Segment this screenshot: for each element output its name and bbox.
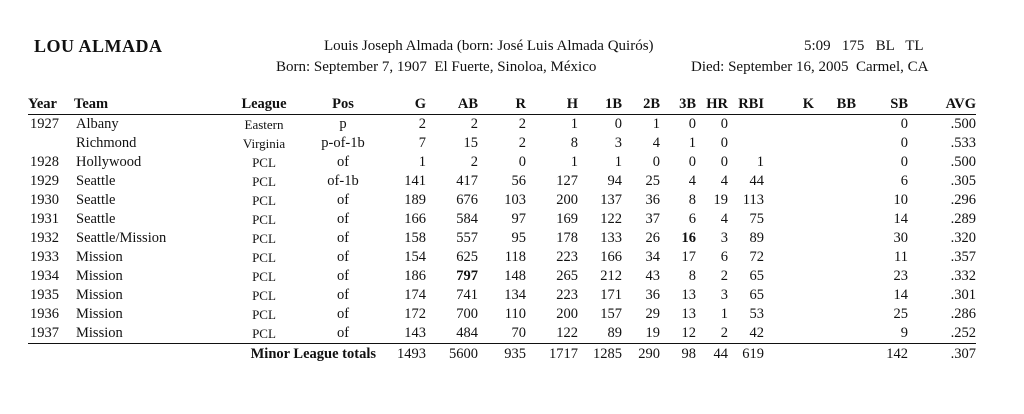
cell-k [764, 229, 814, 248]
cell-h: 1717 [549, 346, 578, 362]
cell-league: PCL [252, 307, 276, 322]
cell-k [764, 153, 814, 172]
cell-g: 143 [382, 324, 426, 344]
cell-2b: 26 [645, 230, 660, 246]
totals-row [28, 344, 976, 365]
cell-sb: 25 [893, 306, 908, 322]
cell-rbi: 113 [742, 192, 764, 208]
cell-sb: 30 [893, 230, 908, 246]
cell-bb [814, 172, 856, 191]
col-team: Team [74, 95, 224, 115]
cell-g: 172 [404, 306, 426, 322]
table-row [28, 324, 976, 344]
cell-team: Mission [76, 287, 123, 303]
cell-1b: 1285 [593, 346, 622, 362]
cell-ab: 584 [456, 211, 478, 227]
cell-ab: 741 [456, 287, 478, 303]
cell-bb [814, 115, 856, 135]
cell-3b: 0 [688, 154, 696, 170]
cell-g: 141 [404, 173, 426, 189]
cell-pos: of [336, 287, 350, 303]
cell-g: 189 [404, 192, 426, 208]
cell-h: 265 [556, 268, 578, 284]
cell-avg: .289 [950, 211, 976, 227]
cell-h: 8 [570, 135, 578, 151]
cell-2b: 1 [652, 116, 660, 132]
cell-bb [814, 305, 856, 324]
cell-rbi: 65 [749, 268, 764, 284]
cell-year [28, 134, 74, 153]
col-h: H [526, 95, 578, 115]
cell-avg: .305 [950, 173, 976, 189]
cell-g: 7 [418, 135, 426, 151]
cell-team: Seattle/Mission [76, 230, 167, 246]
cell-year: 1929 [30, 173, 59, 189]
cell-sb: 23 [893, 268, 908, 284]
cell-3b: 0 [688, 116, 696, 132]
cell-avg: .320 [950, 230, 976, 246]
cell-1b: 137 [600, 192, 622, 208]
cell-rbi: 75 [749, 211, 764, 227]
cell-1b: 3 [614, 135, 622, 151]
cell-year: 1937 [28, 324, 74, 344]
cell-league: Eastern [244, 117, 284, 132]
cell-r: 2 [518, 116, 526, 132]
table-row [28, 134, 976, 153]
cell-ab: 484 [426, 324, 478, 344]
cell-rbi [728, 134, 764, 153]
cell-1b: 171 [600, 287, 622, 303]
cell-1b: 94 [607, 173, 622, 189]
cell-3b: 12 [660, 324, 696, 344]
cell-g: 1493 [397, 346, 426, 362]
cell-pos: p-of-1b [321, 135, 365, 151]
cell-team: Mission [74, 324, 224, 344]
col-rbi: RBI [728, 95, 764, 115]
cell-ab: 15 [463, 135, 478, 151]
table-row [28, 191, 976, 210]
col-k: K [764, 95, 814, 115]
cell-pos: of [336, 230, 350, 246]
cell-pos: of [336, 211, 350, 227]
table-row [28, 305, 976, 324]
cell-league: Virginia [242, 136, 286, 151]
cell-r: 103 [504, 192, 526, 208]
cell-h: 1 [570, 154, 578, 170]
cell-h: 200 [556, 192, 578, 208]
cell-2b: 36 [645, 192, 660, 208]
cell-year: 1936 [30, 306, 59, 322]
cell-sb: 14 [893, 211, 908, 227]
cell-league: PCL [252, 155, 276, 170]
cell-h: 127 [556, 173, 578, 189]
cell-2b: 29 [645, 306, 660, 322]
cell-team: Mission [76, 306, 123, 322]
cell-avg: .332 [950, 268, 976, 284]
cell-avg: .357 [950, 249, 976, 265]
col-pos: Pos [304, 95, 382, 115]
cell-league: PCL [252, 250, 276, 265]
cell-rbi: 619 [742, 346, 764, 362]
cell-r: 2 [518, 135, 526, 151]
cell-2b: 36 [645, 287, 660, 303]
cell-1b: 89 [578, 324, 622, 344]
header-row [28, 95, 976, 115]
cell-sb: 6 [900, 173, 908, 189]
cell-year: 1931 [30, 211, 59, 227]
cell-r: 70 [478, 324, 526, 344]
cell-hr: 4 [720, 173, 728, 189]
cell-avg: .301 [950, 287, 976, 303]
cell-ab: 2 [470, 116, 478, 132]
cell-sb: 0 [900, 154, 908, 170]
cell-1b: 122 [600, 211, 622, 227]
cell-g: 158 [404, 230, 426, 246]
cell-3b: 16 [681, 230, 696, 246]
cell-pos: of-1b [327, 173, 359, 189]
cell-team: Seattle [76, 192, 116, 208]
cell-rbi: 42 [728, 324, 764, 344]
cell-2b: 34 [645, 249, 660, 265]
cell-year: 1927 [30, 116, 59, 132]
table-row [28, 172, 976, 191]
cell-ab: 797 [456, 268, 478, 284]
col-avg: AVG [908, 95, 976, 115]
cell-avg: .500 [950, 154, 976, 170]
cell-year: 1930 [30, 192, 59, 208]
cell-h: 223 [556, 287, 578, 303]
col-sb: SB [856, 95, 908, 115]
cell-h: 169 [556, 211, 578, 227]
cell-sb: 142 [886, 346, 908, 362]
cell-bb [814, 267, 856, 286]
player-name: LOU ALMADA [34, 36, 163, 56]
cell-team: Mission [76, 249, 123, 265]
cell-k [764, 248, 814, 267]
cell-k [764, 191, 814, 210]
cell-hr: 3 [720, 230, 728, 246]
cell-team: Seattle [76, 211, 116, 227]
cell-g: 154 [404, 249, 426, 265]
cell-3b: 13 [681, 306, 696, 322]
cell-k [764, 210, 814, 229]
cell-year: 1933 [30, 249, 59, 265]
cell-avg: .296 [950, 192, 976, 208]
cell-pos: of [336, 192, 350, 208]
table-row [28, 153, 976, 172]
cell-team: Hollywood [76, 154, 142, 170]
cell-team: Seattle [76, 173, 116, 189]
cell-k [764, 134, 814, 153]
cell-avg: .500 [950, 116, 976, 132]
cell-pos: p [339, 116, 347, 132]
cell-league: PCL [252, 231, 276, 246]
cell-league: PCL [252, 193, 276, 208]
stats-table [28, 95, 976, 364]
cell-hr: 19 [713, 192, 728, 208]
cell-league: PCL [252, 288, 276, 303]
cell-ab: 676 [456, 192, 478, 208]
cell-r: 95 [511, 230, 526, 246]
cell-k [764, 344, 814, 365]
cell-pos: of [336, 154, 350, 170]
table-row [28, 229, 976, 248]
cell-h: 122 [526, 324, 578, 344]
cell-hr: 0 [720, 154, 728, 170]
cell-2b: 4 [652, 135, 660, 151]
cell-bb [814, 344, 856, 365]
cell-3b: 13 [681, 287, 696, 303]
cell-2b: 25 [645, 173, 660, 189]
col-1b: 1B [578, 95, 622, 115]
col-3b: 3B [660, 95, 696, 115]
cell-hr: 0 [720, 135, 728, 151]
cell-hr: 0 [720, 116, 728, 132]
cell-k [764, 115, 814, 135]
table-row [28, 267, 976, 286]
cell-ab: 557 [456, 230, 478, 246]
cell-avg: .533 [950, 135, 976, 151]
cell-team: Mission [76, 268, 123, 284]
cell-k [764, 267, 814, 286]
cell-3b: 6 [688, 211, 696, 227]
col-bb: BB [814, 95, 856, 115]
cell-1b: 212 [600, 268, 622, 284]
cell-r: 148 [504, 268, 526, 284]
player-physical: 5:09 175 BL TL [804, 38, 924, 54]
cell-sb: 9 [856, 324, 908, 344]
cell-bb [814, 191, 856, 210]
cell-hr: 6 [720, 249, 728, 265]
cell-ab: 417 [456, 173, 478, 189]
cell-g: 186 [404, 268, 426, 284]
cell-1b: 1 [614, 154, 622, 170]
cell-h: 200 [556, 306, 578, 322]
cell-2b: 0 [652, 154, 660, 170]
cell-3b: 98 [681, 346, 696, 362]
cell-bb [814, 248, 856, 267]
cell-sb: 14 [893, 287, 908, 303]
cell-pos: of [336, 306, 350, 322]
cell-r: 97 [511, 211, 526, 227]
cell-sb: 10 [893, 192, 908, 208]
col-g: G [382, 95, 426, 115]
cell-ab: 700 [456, 306, 478, 322]
cell-3b: 8 [688, 192, 696, 208]
cell-avg: .286 [950, 306, 976, 322]
cell-r: 56 [511, 173, 526, 189]
player-full-name: Louis Joseph Almada (born: José Luis Almada Quirós) [324, 38, 654, 54]
cell-pos: of [304, 324, 382, 344]
player-born: Born: September 7, 1907 El Fuerte, Sinoloa, México [276, 59, 597, 75]
cell-year: 1928 [30, 154, 59, 170]
cell-year: 1932 [30, 230, 59, 246]
cell-hr: 4 [720, 211, 728, 227]
cell-sb: 0 [900, 135, 908, 151]
cell-3b: 8 [688, 268, 696, 284]
cell-hr: 2 [696, 324, 728, 344]
cell-year: 1934 [30, 268, 59, 284]
col-2b: 2B [622, 95, 660, 115]
cell-h: 223 [556, 249, 578, 265]
cell-2b: 19 [622, 324, 660, 344]
col-hr: HR [696, 95, 728, 115]
cell-pos: of [336, 249, 350, 265]
cell-rbi: 65 [749, 287, 764, 303]
cell-2b: 37 [645, 211, 660, 227]
cell-rbi: 53 [749, 306, 764, 322]
cell-team: Richmond [76, 135, 137, 151]
cell-r: 0 [518, 154, 526, 170]
cell-avg: .307 [950, 346, 976, 362]
cell-g: 166 [404, 211, 426, 227]
table-row [28, 248, 976, 267]
cell-hr: 44 [713, 346, 728, 362]
cell-ab: 625 [456, 249, 478, 265]
cell-h: 1 [570, 116, 578, 132]
cell-k [764, 324, 814, 344]
col-r: R [478, 95, 526, 115]
col-league: League [224, 95, 304, 115]
cell-rbi [728, 115, 764, 135]
cell-g: 2 [418, 116, 426, 132]
cell-team: Albany [76, 116, 119, 132]
cell-sb: 11 [894, 249, 908, 265]
col-ab: AB [426, 95, 478, 115]
cell-ab: 2 [470, 154, 478, 170]
cell-g: 1 [418, 154, 426, 170]
cell-r: 134 [504, 287, 526, 303]
table-row [28, 286, 976, 305]
cell-bb [814, 134, 856, 153]
cell-3b: 1 [688, 135, 696, 151]
totals-label: Minor League totals [250, 346, 376, 362]
cell-1b: 133 [600, 230, 622, 246]
player-died: Died: September 16, 2005 Carmel, CA [691, 59, 929, 75]
cell-league: PCL [252, 174, 276, 189]
cell-league: PCL [252, 269, 276, 284]
table-row [28, 210, 976, 229]
cell-r: 118 [504, 249, 526, 265]
cell-avg: .252 [908, 324, 976, 344]
cell-1b: 157 [600, 306, 622, 322]
cell-bb [814, 153, 856, 172]
cell-hr: 1 [720, 306, 728, 322]
cell-rbi: 72 [749, 249, 764, 265]
table-row [28, 115, 976, 135]
cell-bb [814, 286, 856, 305]
cell-league: PCL [252, 212, 276, 227]
cell-rbi: 89 [749, 230, 764, 246]
cell-pos: of [336, 268, 350, 284]
cell-hr: 2 [720, 268, 728, 284]
cell-2b: 43 [645, 268, 660, 284]
cell-league: PCL [224, 324, 304, 344]
cell-g: 174 [404, 287, 426, 303]
cell-k [764, 172, 814, 191]
cell-r: 935 [504, 346, 526, 362]
cell-rbi: 44 [749, 173, 764, 189]
cell-ab: 5600 [449, 346, 478, 362]
cell-k [764, 286, 814, 305]
cell-year: 1935 [30, 287, 59, 303]
cell-1b: 166 [600, 249, 622, 265]
cell-sb: 0 [900, 116, 908, 132]
cell-2b: 290 [638, 346, 660, 362]
cell-bb [814, 210, 856, 229]
cell-3b: 17 [681, 249, 696, 265]
cell-bb [814, 229, 856, 248]
cell-3b: 4 [688, 173, 696, 189]
cell-rbi: 1 [756, 154, 764, 170]
col-year: Year [28, 95, 74, 115]
cell-1b: 0 [614, 116, 622, 132]
cell-h: 178 [556, 230, 578, 246]
cell-k [764, 305, 814, 324]
cell-hr: 3 [720, 287, 728, 303]
cell-bb [814, 324, 856, 344]
cell-r: 110 [504, 306, 526, 322]
